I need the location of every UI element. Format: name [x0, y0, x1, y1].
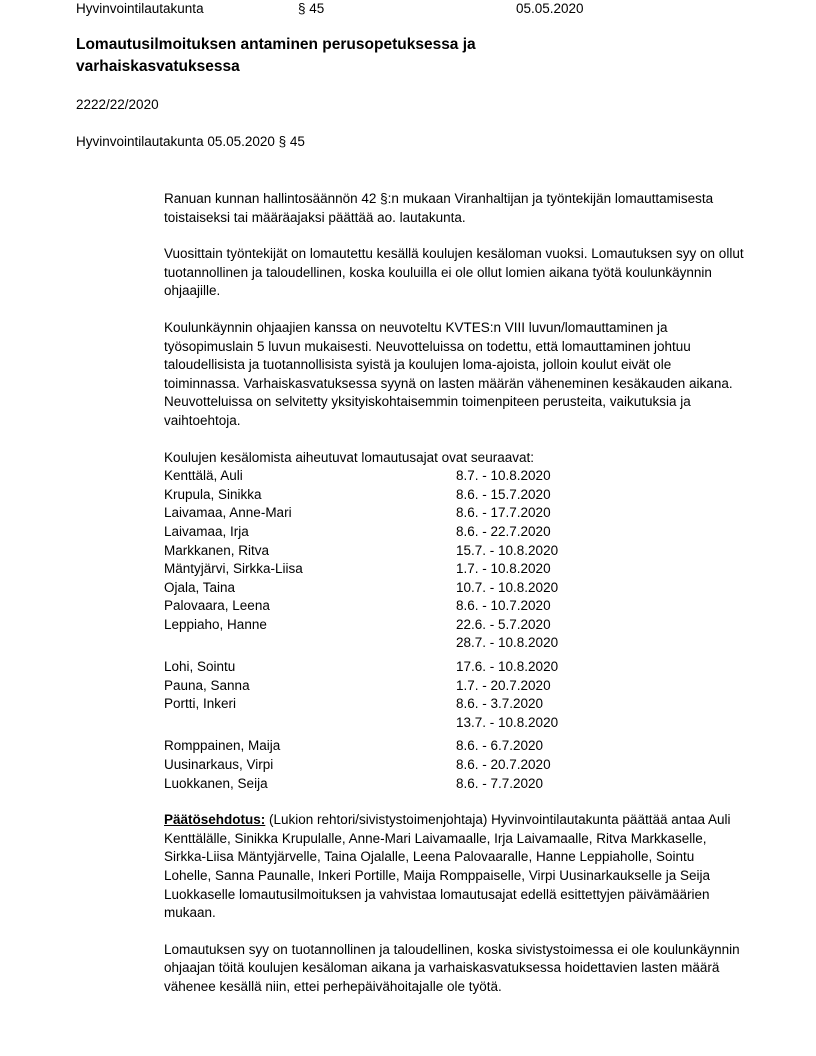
employee-name-cell: Ojala, Taina	[164, 579, 236, 595]
leave-period-cell: 8.6. - 17.7.2020	[456, 505, 551, 521]
leave-period-cell: 17.6. - 10.8.2020	[456, 659, 559, 675]
leave-period-cell: 22.6. - 5.7.2020	[456, 616, 551, 632]
paragraph-1: Ranuan kunnan hallintosäännön 42 §:n mukaan Viranhaltijan ja työntekijän lomauttamisesta toistaiseksi tai määräajaksi päättää ao. lautakunta.	[164, 191, 714, 225]
paragraph-2: Vuosittain työntekijät on lomautettu kesällä koulujen kesäloman vuoksi. Lomautuksen syy on ollut tuotannollinen ja taloudellinen, koska kouluilla ei ole ollut lomien aikana työtä koulunkäynnin ohjaajille.	[164, 246, 744, 299]
paragraph-3: Koulunkäynnin ohjaajien kanssa on neuvoteltu KVTES:n VIII luvun/lomauttaminen ja työsopimuslain 5 luvun mukaisesti. Neuvotteluissa on todettu, että lomauttaminen johtuu taloudellisista ja tuotannollisista syistä ja koulujen loma-ajoista, jolloin koulut eivät ole toiminnassa. Varhaiskasvatuksessa syynä on lasten määrän väheneminen kesäkauden aikana. Neuvotteluissa on selvitetty yksityiskohtaisemmin toimenpiteen perusteita, vaikutuksia ja vaihtoehtoja.	[164, 319, 733, 428]
employee-name-cell	[164, 634, 456, 653]
document-body	[164, 190, 764, 997]
employee-name-cell: Uusinarkaus, Virpi	[164, 757, 274, 773]
leave-period-cell: 10.7. - 10.8.2020	[456, 579, 559, 595]
table-row	[164, 504, 558, 523]
table-row	[164, 634, 558, 653]
employee-name-cell	[164, 714, 456, 733]
employee-name-cell: Luokkanen, Seija	[164, 775, 268, 791]
leave-period-cell: 8.6. - 7.7.2020	[456, 775, 544, 791]
table-row	[164, 542, 558, 561]
leave-period-cell: 15.7. - 10.8.2020	[456, 542, 559, 558]
table-row	[164, 714, 558, 733]
employee-name-cell: Mäntyjärvi, Sirkka-Liisa	[164, 561, 303, 577]
leave-period-cell: 1.7. - 20.7.2020	[456, 677, 551, 693]
leave-period-cell: 8.6. - 15.7.2020	[456, 486, 551, 502]
page-title: Lomautusilmoituksen antaminen perusopetuksessa ja varhaiskasvatuksessa	[76, 36, 476, 75]
leave-period-cell: 8.6. - 20.7.2020	[456, 757, 551, 773]
employee-name-cell: Leppiaho, Hanne	[164, 616, 267, 632]
header-organ: Hyvinvointilautakunta	[76, 1, 204, 16]
employee-name-cell: Markkanen, Ritva	[164, 542, 270, 558]
leave-list-intro: Koulujen kesälomista aiheutuvat lomautusajat ovat seuraavat:	[164, 449, 534, 465]
leave-periods-table	[164, 467, 558, 793]
table-row	[164, 523, 558, 542]
table-row	[164, 467, 558, 486]
leave-period-cell: 8.7. - 10.8.2020	[456, 468, 551, 484]
employee-name-cell: Lohi, Sointu	[164, 659, 236, 675]
table-row	[164, 560, 558, 579]
employee-name-cell: Portti, Inkeri	[164, 696, 237, 712]
leave-period-cell: 28.7. - 10.8.2020	[456, 635, 559, 651]
table-row	[164, 775, 558, 794]
decision-proposal	[164, 811, 744, 923]
leave-period-cell: 13.7. - 10.8.2020	[456, 714, 559, 730]
decision-proposal-text: (Lukion rehtori/sivistystoimenjohtaja) Hyvinvointilautakunta päättää antaa Auli Kenttälälle, Sinikka Krupulalle, Anne-Mari Laivamaalle, Irja Laivamaalle, Ritva Markkaselle, Sirkka-Liisa Mäntyjärvelle, Taina Ojalalle, Leena Palovaaralle, Hanne Leppiaholle, Sointu Lohelle, Sanna Paunalle, Inkeri Portille, Maija Romppaiselle, Virpi Uusinarkaukselle ja Seija Luokkaselle lomautusilmoituksen ja vahvistaa lomautusajat edellä esittettyjen päivämäärien mukaan.	[164, 812, 731, 921]
table-row	[164, 597, 558, 616]
leave-period-cell: 8.6. - 6.7.2020	[456, 738, 544, 754]
reason-paragraph: Lomautuksen syy on tuotannollinen ja taloudellinen, koska sivistystoimessa ei ole koulunkäynnin ohjaajan töitä koulujen kesäloman aikana ja varhaiskasvatuksessa hoidettavien lasten määrä vähenee kesällä niin, ettei perhepäivähoitajalle ole työtä.	[164, 941, 740, 994]
decision-proposal-label: Päätösehdotus:	[164, 812, 266, 828]
employee-name-cell: Palovaara, Leena	[164, 598, 270, 614]
leave-period-cell: 8.6. - 22.7.2020	[456, 523, 551, 539]
employee-name-cell: Krupula, Sinikka	[164, 486, 262, 502]
table-row	[164, 737, 558, 756]
table-row	[164, 616, 558, 635]
leave-periods-body	[164, 467, 558, 793]
table-row	[164, 695, 558, 714]
employee-name-cell: Laivamaa, Irja	[164, 523, 249, 539]
leave-period-cell: 8.6. - 3.7.2020	[456, 696, 544, 712]
table-row	[164, 486, 558, 505]
leave-period-cell: 1.7. - 10.8.2020	[456, 561, 551, 577]
employee-name-cell: Laivamaa, Anne-Mari	[164, 505, 292, 521]
table-row	[164, 756, 558, 775]
employee-name-cell: Romppainen, Maija	[164, 738, 281, 754]
leave-period-cell: 8.6. - 10.7.2020	[456, 598, 551, 614]
table-row	[164, 579, 558, 598]
header-date: 05.05.2020	[516, 1, 584, 16]
employee-name-cell: Pauna, Sanna	[164, 677, 250, 693]
header-section-number: § 45	[298, 1, 325, 16]
table-row	[164, 658, 558, 677]
employee-name-cell: Kenttälä, Auli	[164, 468, 243, 484]
case-number: 2222/22/2020	[76, 97, 159, 112]
table-row	[164, 677, 558, 696]
organ-meeting-line: Hyvinvointilautakunta 05.05.2020 § 45	[76, 134, 305, 149]
